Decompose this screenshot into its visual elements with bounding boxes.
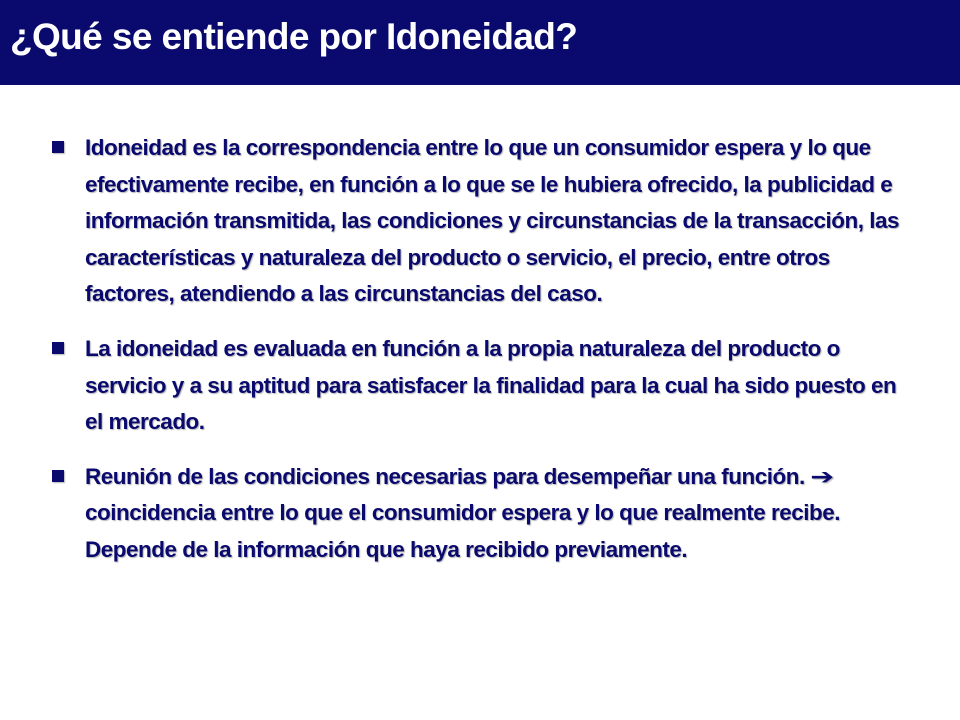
bullet-list <box>52 130 902 587</box>
bullet-item-3 <box>52 459 902 569</box>
slide-title: ¿Qué se entiende por Idoneidad? <box>10 16 578 57</box>
bullet-text-before-arrow: Reunión de las condiciones necesarias para desempeñar una función. <box>85 463 805 489</box>
bullet-text: La idoneidad es evaluada en función a la propia naturaleza del producto o servicio y a su aptitud para satisfacer la finalidad para la cual ha sido puesto en el mercado. <box>85 335 897 435</box>
bullet-item-2 <box>52 331 902 441</box>
square-bullet-icon <box>52 470 64 482</box>
bullet-text-after-arrow: coincidencia entre lo que el consumidor espera y lo que realmente recibe. Depende de la información que haya recibido previamente. <box>85 500 841 562</box>
bullet-text: Idoneidad es la correspondencia entre lo que un consumidor espera y lo que efectivamente recibe, en función a lo que se le hubiera ofrecido, la publicidad e información transmitida, las condiciones y circunstancias de la transacción, las características y naturaleza del producto o servicio, el precio, entre otros factores, atendiendo a las circunstancias del caso. <box>85 135 900 307</box>
title-bar <box>0 0 960 85</box>
bullet-item-1 <box>52 130 902 313</box>
right-arrow-icon: ➔ <box>809 463 834 489</box>
square-bullet-icon <box>52 141 64 153</box>
square-bullet-icon <box>52 342 64 354</box>
